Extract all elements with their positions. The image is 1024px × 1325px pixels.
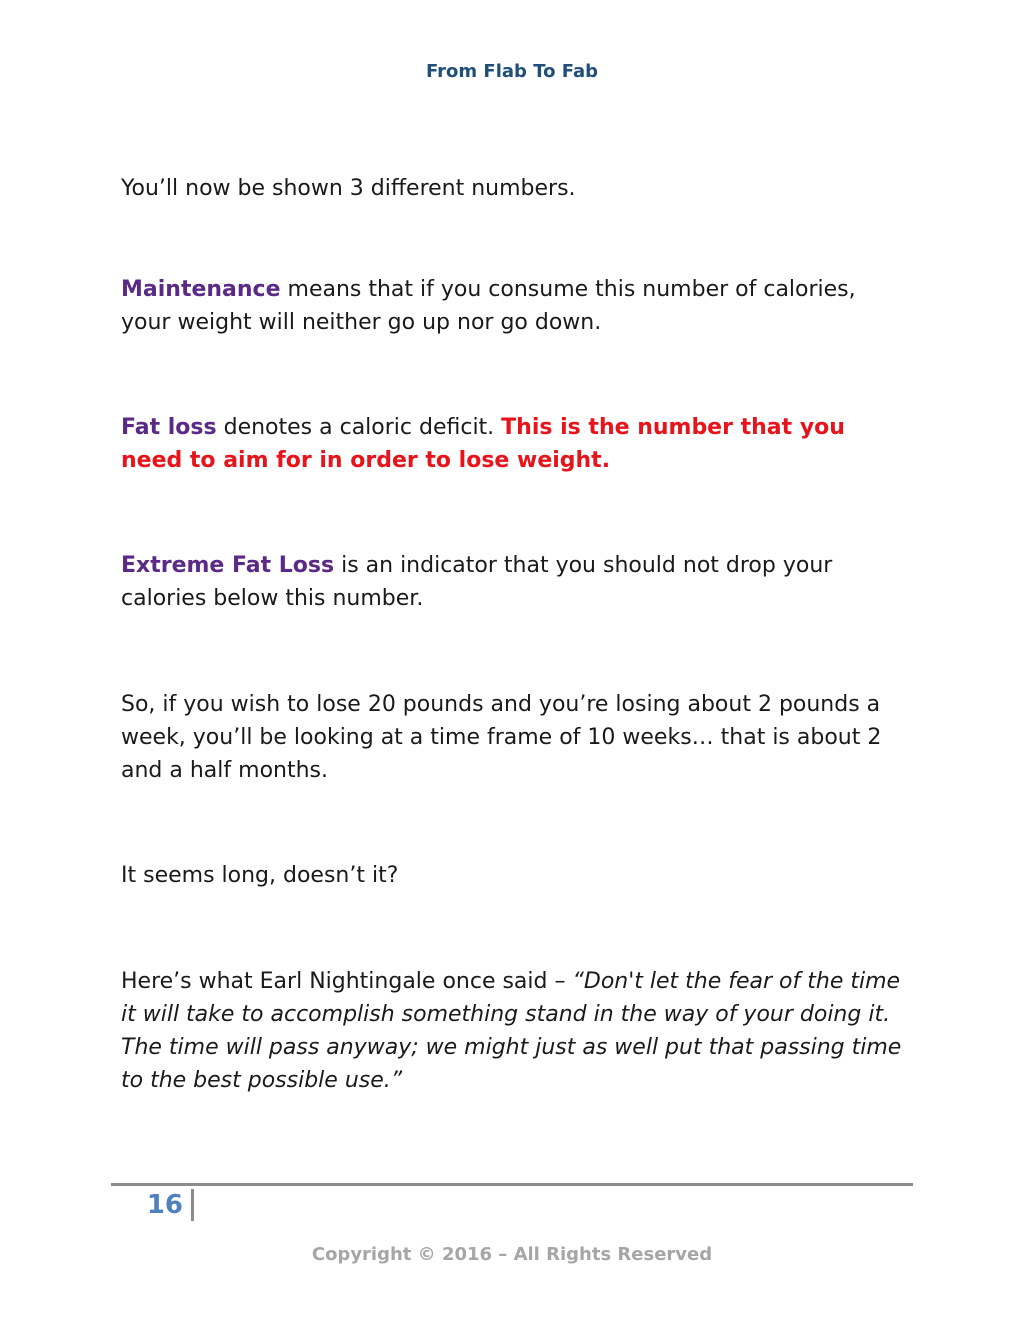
paragraph-question: It seems long, doesn’t it? <box>121 863 399 888</box>
extreme-fat-loss-description: is an indicator that you should not drop your calories below this number. <box>121 553 833 611</box>
maintenance-description: means that if you consume this number of calories, your weight will neither go up nor go down. <box>121 277 856 335</box>
paragraph-quote <box>121 965 911 1097</box>
quote-intro: Here’s what Earl Nightingale once said – <box>121 969 573 994</box>
term-extreme-fat-loss: Extreme Fat Loss <box>121 553 335 578</box>
term-maintenance: Maintenance <box>121 277 281 302</box>
earl-nightingale-quote: “Don't let the fear of the time it will take to accomplish something stand in the way of your doing it. The time will pass anyway; we might just as well put that passing time to the best possible use.” <box>121 969 902 1093</box>
fat-loss-description: denotes a caloric deficit. <box>216 415 502 440</box>
page-header-title: From Flab To Fab <box>426 61 598 82</box>
paragraph-intro: You’ll now be shown 3 different numbers. <box>121 176 576 201</box>
paragraph-maintenance <box>121 273 911 339</box>
term-fat-loss: Fat loss <box>121 415 217 440</box>
paragraph-extreme-fat-loss <box>121 549 911 615</box>
copyright-notice: Copyright © 2016 – All Rights Reserved <box>311 1244 713 1265</box>
page-number: 16 <box>146 1190 183 1220</box>
page-number-divider <box>191 1189 194 1221</box>
fat-loss-emphasis: This is the number that you need to aim for in order to lose weight. <box>121 415 845 473</box>
paragraph-time-frame: So, if you wish to lose 20 pounds and you’re losing about 2 pounds a week, you’ll be looking at a time frame of 10 weeks… that is about 2 and a half months. <box>121 692 882 783</box>
paragraph-fat-loss <box>121 411 911 477</box>
footer-divider-line <box>111 1183 913 1186</box>
